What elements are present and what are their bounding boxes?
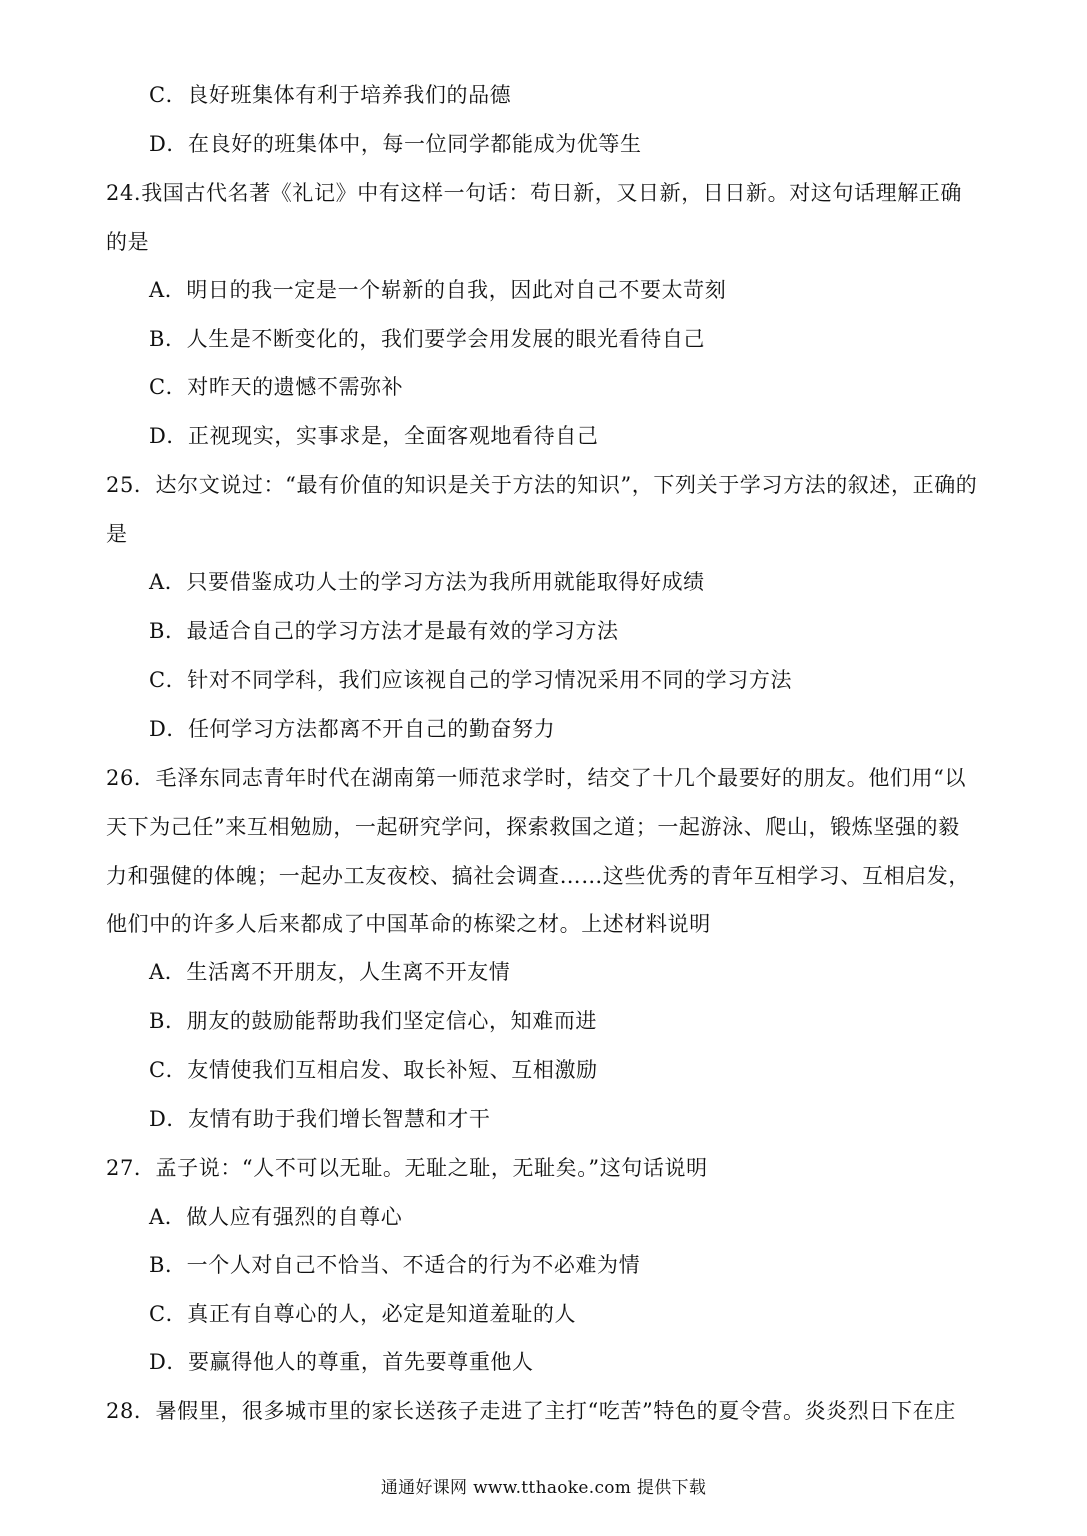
answer-option: A．做人应有强烈的自尊心	[149, 1205, 403, 1229]
question-line: 24.我国古代名著《礼记》中有这样一句话：苟日新，又日新，日日新。对这句话理解正确	[106, 181, 962, 205]
answer-option: B．人生是不断变化的，我们要学会用发展的眼光看待自己	[149, 327, 706, 351]
question-line: 天下为己任”来互相勉励，一起研究学问，探索救国之道；一起游泳、爬山，锻炼坚强的毅	[106, 815, 960, 839]
answer-option: A．明日的我一定是一个崭新的自我，因此对自己不要太苛刻	[149, 278, 727, 302]
question-line: 是	[106, 522, 128, 546]
question-line: 27．孟子说：“人不可以无耻。无耻之耻，无耻矣。”这句话说明	[106, 1156, 708, 1180]
answer-option: A．只要借鉴成功人士的学习方法为我所用就能取得好成绩	[149, 570, 705, 594]
answer-option: B．最适合自己的学习方法才是最有效的学习方法	[149, 619, 619, 643]
answer-option: D．要赢得他人的尊重，首先要尊重他人	[149, 1350, 534, 1374]
answer-option: C．良好班集体有利于培养我们的品德	[149, 83, 512, 107]
answer-option: D．在良好的班集体中，每一位同学都能成为优等生	[149, 132, 642, 156]
answer-option: C．对昨天的遗憾不需弥补	[149, 375, 404, 399]
answer-option: A．生活离不开朋友，人生离不开友情	[149, 960, 511, 984]
answer-option: C．针对不同学科，我们应该视自己的学习情况采用不同的学习方法	[149, 668, 793, 692]
answer-option: D．友情有助于我们增长智慧和才干	[149, 1107, 491, 1131]
answer-option: C．友情使我们互相启发、取长补短、互相激励	[149, 1058, 598, 1082]
question-line: 他们中的许多人后来都成了中国革命的栋梁之材。上述材料说明	[106, 912, 711, 936]
answer-option: C．真正有自尊心的人，必定是知道羞耻的人	[149, 1302, 577, 1326]
answer-option: B．一个人对自己不恰当、不适合的行为不必难为情	[149, 1253, 641, 1277]
answer-option: D．正视现实，实事求是，全面客观地看待自己	[149, 424, 599, 448]
question-line: 26．毛泽东同志青年时代在湖南第一师范求学时，结交了十几个最要好的朋友。他们用“以	[106, 766, 967, 790]
question-line: 25．达尔文说过：“最有价值的知识是关于方法的知识”，下列关于学习方法的叙述，正确的	[106, 473, 978, 497]
question-line: 28．暑假里，很多城市里的家长送孩子走进了主打“吃苦”特色的夏令营。炎炎烈日下在庄	[106, 1399, 956, 1423]
answer-option: D．任何学习方法都离不开自己的勤奋努力	[149, 717, 556, 741]
question-line: 力和强健的体魄；一起办工友夜校、搞社会调查……这些优秀的青年互相学习、互相启发，	[106, 864, 970, 888]
page-footer: 通通好课网 www.tthaoke.com 提供下载	[380, 1478, 707, 1498]
answer-option: B．朋友的鼓励能帮助我们坚定信心，知难而进	[149, 1009, 598, 1033]
question-line: 的是	[106, 230, 150, 254]
